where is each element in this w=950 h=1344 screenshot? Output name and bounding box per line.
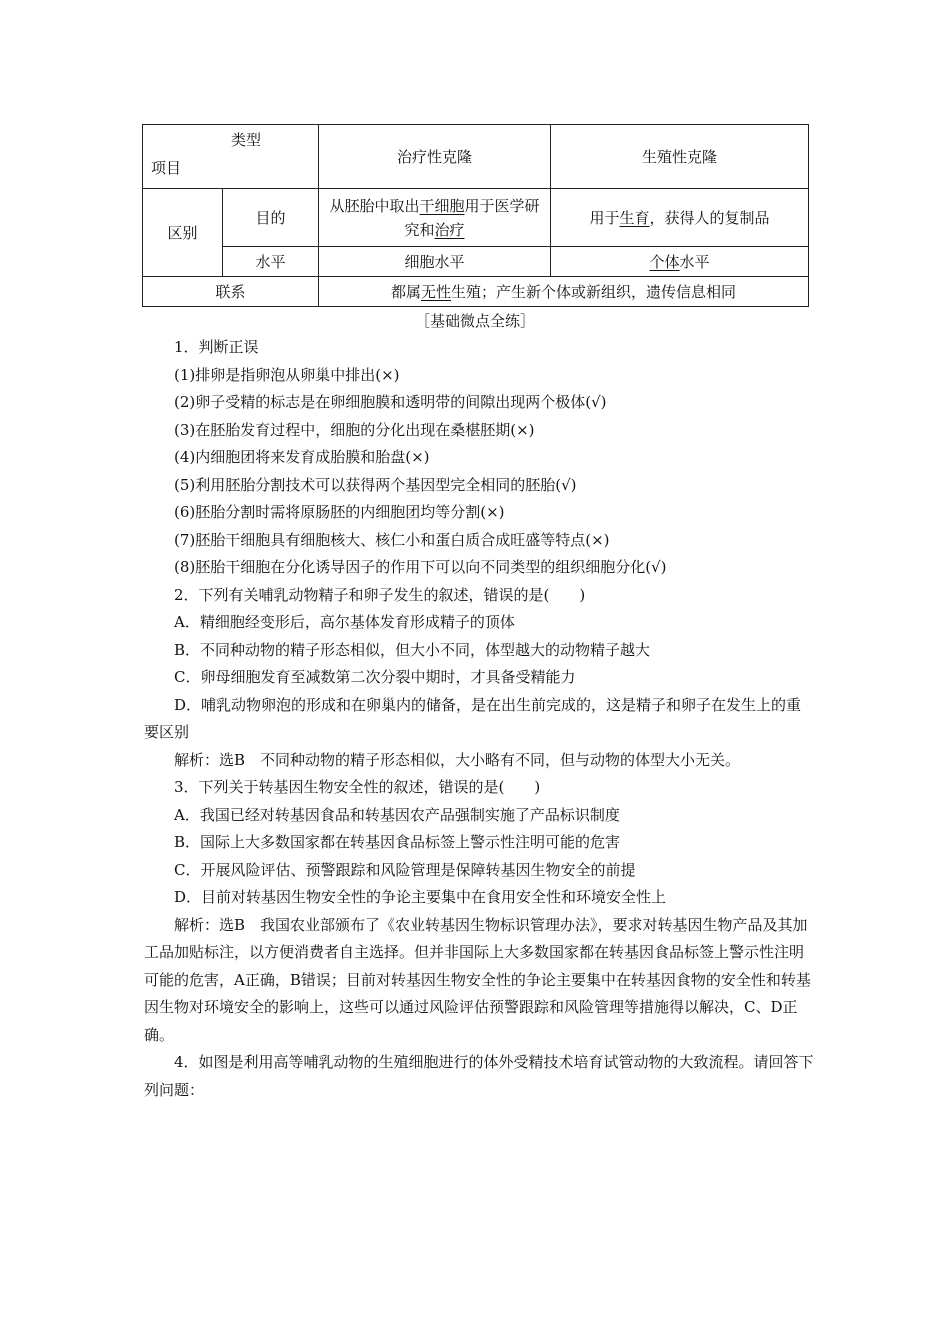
q3-option: A．我国已经对转基因食品和转基因农产品强制实施了产品标识制度	[174, 805, 620, 824]
q3-option: B．国际上大多数国家都在转基因食品标签上警示性注明可能的危害	[174, 833, 621, 851]
q1-item: (7)胚胎干细胞具有细胞核大、核仁小和蛋白质合成旺盛等特点(×)	[174, 530, 610, 549]
q1-item: (5)利用胚胎分割技术可以获得两个基因型完全相同的胚胎(√)	[174, 475, 577, 494]
q1-item: (6)胚胎分割时需将原肠胚的内细胞团均等分割(×)	[174, 503, 505, 521]
q1-item: (4)内细胞团将来发育成胎膜和胎盘(×)	[174, 448, 430, 466]
q2-option: A．精细胞经变形后，高尔基体发育形成精子的顶体	[174, 613, 515, 631]
purpose-label: 目的	[223, 189, 319, 247]
q2-explanation: 解析：选B 不同种动物的精子形态相似，大小略有不同，但与动物的体型大小无关。	[174, 750, 741, 769]
q1-title: 1．判断正误	[174, 338, 259, 356]
therapeutic-level: 细胞水平	[319, 247, 551, 277]
header-diagonal-cell	[143, 125, 319, 189]
q1-item: (8)胚胎干细胞在分化诱导因子的作用下可以向不同类型的组织细胞分化(√)	[174, 558, 667, 576]
q2-option: B．不同种动物的精子形态相似，但大小不同，体型越大的动物精子越大	[174, 640, 651, 659]
q3-option: D．目前对转基因生物安全性的争论主要集中在食用安全性和环境安全性上	[174, 888, 667, 906]
level-label: 水平	[223, 247, 319, 277]
q2-option: C．卵母细胞发育至减数第二次分裂中期时，才具备受精能力	[174, 668, 576, 686]
q2-stem: 2．下列有关哺乳动物精子和卵子发生的叙述，错误的是( )	[174, 585, 586, 604]
header-therapeutic-cloning: 治疗性克隆	[319, 125, 551, 189]
relation-label: 联系	[143, 277, 319, 307]
therapeutic-purpose: 从胚胎中取出干细胞用于医学研究和治疗	[319, 189, 551, 247]
header-reproductive-cloning: 生殖性克隆	[551, 125, 809, 189]
header-item-label: 项目	[151, 158, 182, 177]
q3-stem: 3．下列关于转基因生物安全性的叙述，错误的是( )	[174, 778, 541, 796]
header-type-label: 类型	[231, 130, 262, 149]
q3-explanation: 解析：选B 我国农业部颁布了《农业转基因生物标识管理办法》，要求对转基因生物产品及其加工品加贴标注，以方便消费者自主选择。但并非国际上大多数国家都在转基因食品标签上警示性注明可能的危害，A正确，B错误；目前对转基因生物安全性的争论主要集中在转基因食物的安全性和转基因生物对环境安全的影响上，这些可以通过风险评估预警跟踪和风险管理等措施得以解决，C、D正确。	[144, 915, 811, 1044]
comparison-table	[142, 124, 809, 307]
q3-option: C．开展风险评估、预警跟踪和风险管理是保障转基因生物安全的前提	[174, 860, 636, 879]
reproductive-level: 个体水平	[551, 247, 809, 277]
q2-option: D．哺乳动物卵泡的形成和在卵巢内的储备，是在出生前完成的，这是精子和卵子在发生上的重要区别	[144, 695, 802, 741]
q1-item: (3)在胚胎发育过程中，细胞的分化出现在桑椹胚期(×)	[174, 420, 535, 439]
difference-label: 区别	[143, 189, 223, 277]
q1-item: (2)卵子受精的标志是在卵细胞膜和透明带的间隙出现两个极体(√)	[174, 393, 607, 411]
q1-item: (1)排卵是指卵泡从卵巢中排出(×)	[174, 365, 400, 384]
section-caption: ［基础微点全练］	[414, 312, 535, 330]
reproductive-purpose: 用于生育，获得人的复制品	[551, 189, 809, 247]
exercise-content	[144, 334, 814, 1104]
q4-stem: 4．如图是利用高等哺乳动物的生殖细胞进行的体外受精技术培育试管动物的大致流程。请回答下列问题：	[144, 1053, 814, 1099]
relation-text: 都属无性生殖；产生新个体或新组织，遗传信息相同	[319, 277, 809, 307]
